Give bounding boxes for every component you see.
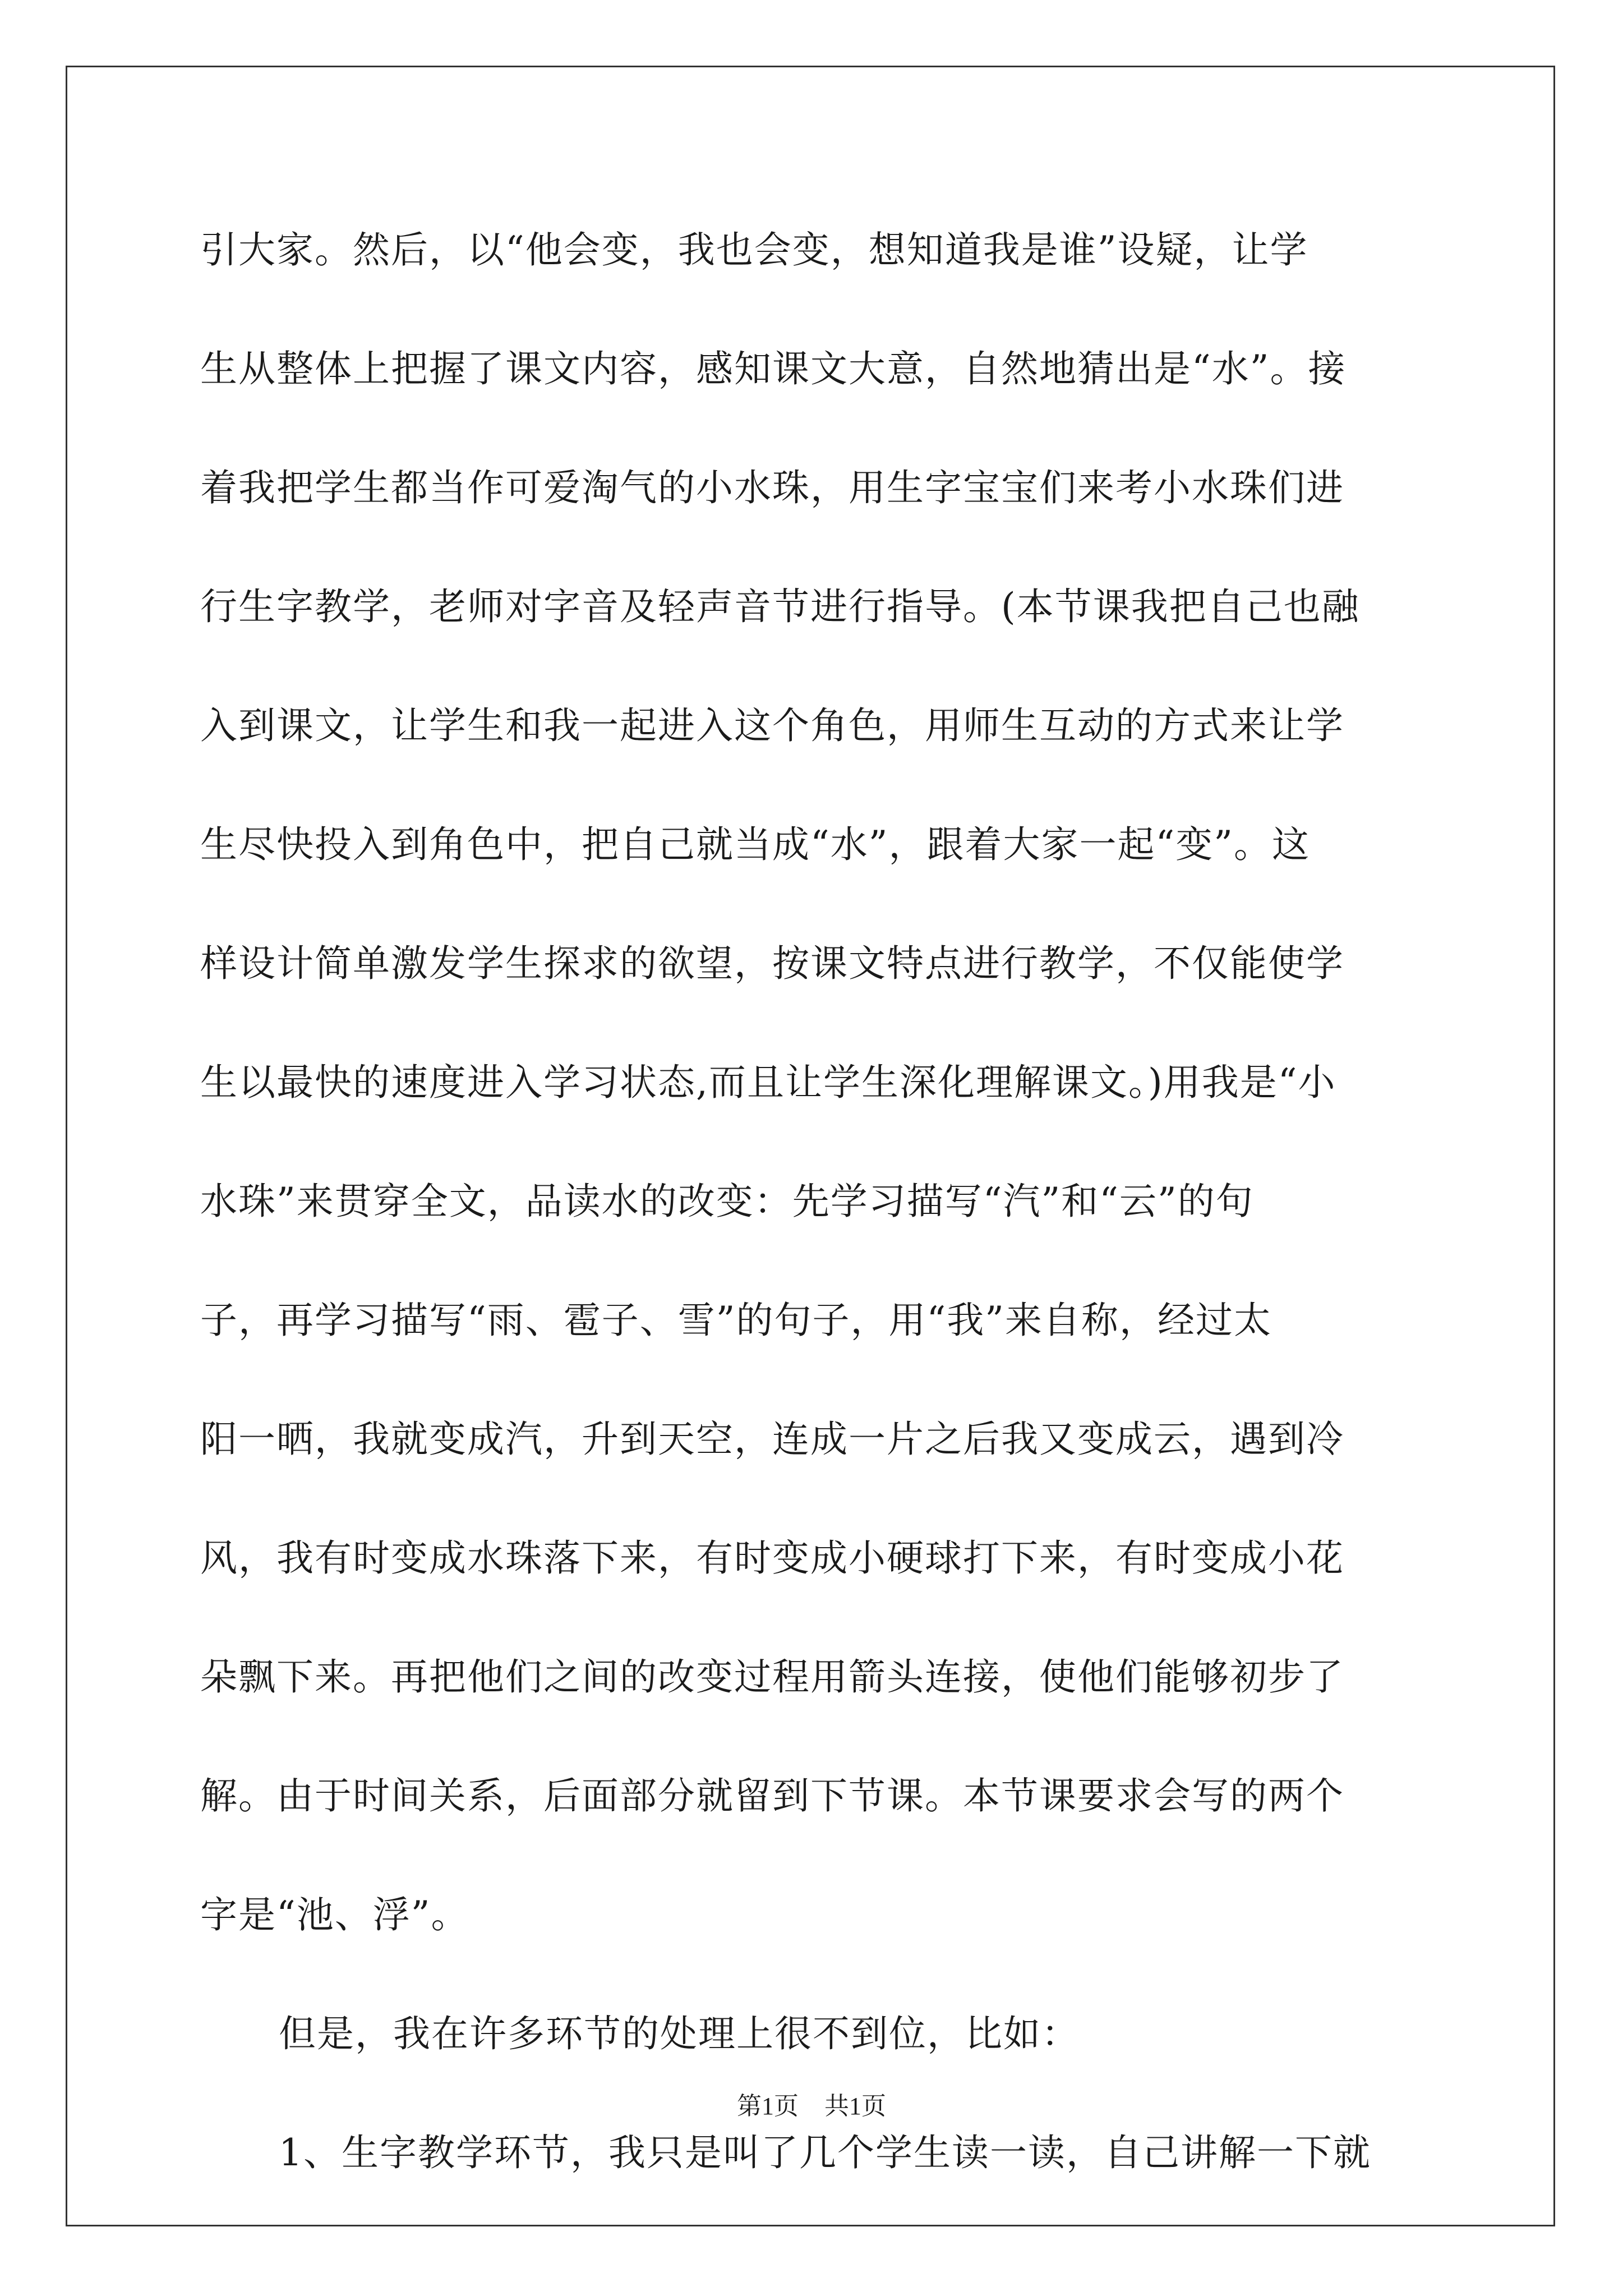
text-line: 入到课文，让学生和我一起进入这个角色，用师生互动的方式来让学 — [200, 704, 1344, 747]
document-body — [200, 191, 1428, 2212]
text-line: 生以最快的速度进入学习状态,而且让学生深化理解课文。)用我是“小 — [200, 1061, 1336, 1104]
text-line: 样设计简单激发学生探求的欲望，按课文特点进行教学，不仅能使学 — [200, 942, 1344, 985]
paragraph-first-line: 1、生字教学环节，我只是叫了几个学生读一读，自己讲解一下就 — [279, 2131, 1371, 2174]
text-line: 风，我有时变成水珠落下来，有时变成小硬球打下来，有时变成小花 — [200, 1536, 1344, 1580]
text-line: 解。由于时间关系，后面部分就留到下节课。本节课要求会写的两个 — [200, 1774, 1344, 1818]
page-footer — [0, 2086, 1623, 2122]
text-line: 朵飘下来。再把他们之间的改变过程用箭头连接，使他们能够初步了 — [200, 1655, 1344, 1699]
text-line: 阳一晒，我就变成汽，升到天空，连成一片之后我又变成云，遇到冷 — [200, 1418, 1344, 1461]
text-line: 子，再学习描写“雨、雹子、雪”的句子，用“我”来自称，经过太 — [200, 1299, 1272, 1342]
text-line: 着我把学生都当作可爱淘气的小水珠，用生字宝宝们来考小水珠们进 — [200, 466, 1344, 509]
text-line: 行生字教学，老师对字音及轻声音节进行指导。(本节课我把自己也融 — [200, 585, 1360, 628]
text-line: 生尽快投入到角色中，把自己就当成“水”，跟着大家一起“变”。这 — [200, 823, 1310, 866]
text-line: 引大家。然后，以“他会变，我也会变，想知道我是谁”设疑，让学 — [200, 228, 1308, 272]
page-number-current: 第1页 — [737, 2092, 799, 2120]
page-number-total: 共1页 — [824, 2092, 886, 2120]
text-line: 水珠”来贯穿全文，品读水的改变：先学习描写“汽”和“云”的句 — [200, 1180, 1254, 1223]
text-line: 生从整体上把握了课文内容，感知课文大意，自然地猜出是“水”。接 — [200, 347, 1347, 390]
paragraph-first-line: 但是，我在许多环节的处理上很不到位，比如： — [279, 2012, 1080, 2055]
text-line: 字是“池、浮”。 — [200, 1893, 469, 1936]
